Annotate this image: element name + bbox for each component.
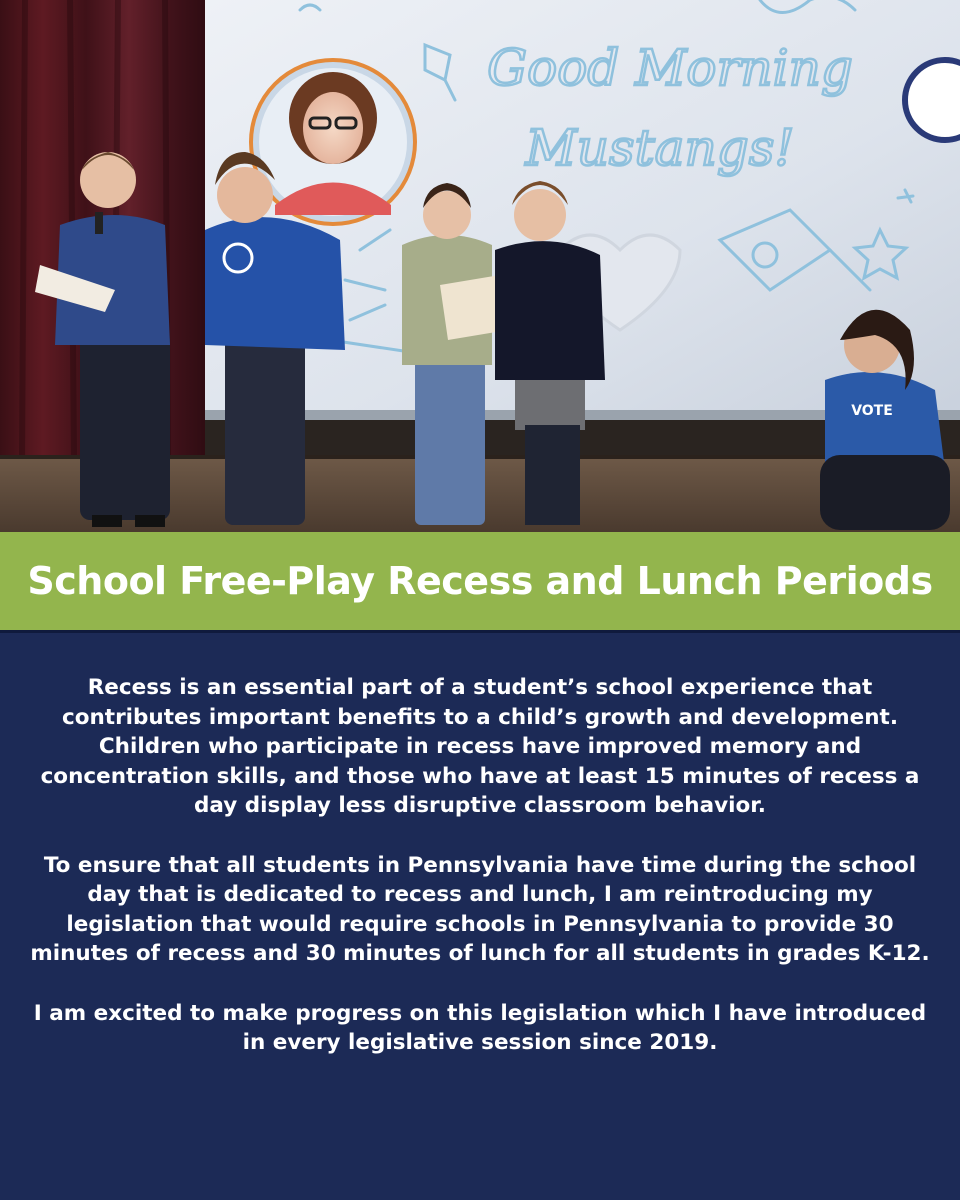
presenter-portrait (251, 60, 415, 224)
paragraph-recess-benefits: Recess is an essential part of a student’s school experience that contributes important benefits to a child’s growth and development. Children who participate in recess have improved memory and concentration skills, and those who have at least 15 minutes of recess a day display less disruptive classroom behavior. (40, 675, 920, 819)
title-banner (0, 532, 960, 630)
body-panel (0, 633, 960, 1200)
body-text (30, 673, 930, 1058)
teacher-shirt-text: VOTE (851, 403, 893, 419)
banner-title: School Free-Play Recess and Lunch Periods (27, 559, 933, 603)
screen-text-line2: Mustangs! (525, 119, 795, 177)
paragraph-legislation: To ensure that all students in Pennsylvania have time during the school day that is dedicated to recess and lunch, I am reintroducing my legislation that would require schools in Pennsylvania to provide 30 minutes of recess and 30 minutes of lunch for all students in grades K-12. (30, 852, 930, 967)
paragraph-closing: I am excited to make progress on this legislation which I have introduced in every legislative session since 2019. (33, 1000, 927, 1056)
screen-text-line1: Good Morning (487, 39, 853, 97)
stage-photo (0, 0, 960, 532)
school-seal (905, 60, 960, 140)
